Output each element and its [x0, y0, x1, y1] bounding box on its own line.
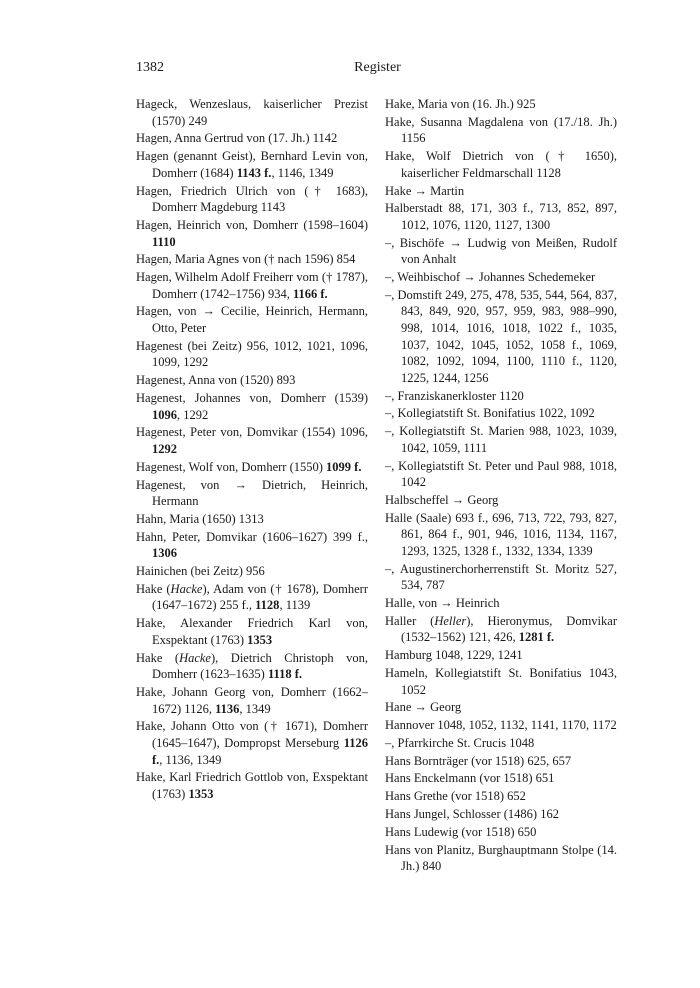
bold-page-ref: 1353 — [188, 786, 214, 801]
index-entry: Hagenest (bei Zeitz) 956, 1012, 1021, 1096, 1099, 1292 — [136, 338, 368, 370]
bold-page-ref: 1143 f. — [236, 165, 272, 180]
index-entry: Hagen, Maria Agnes von († nach 1596) 854 — [136, 252, 356, 267]
bold-page-ref: 1281 f. — [518, 630, 555, 645]
index-entry: Hane → Georg — [385, 700, 462, 715]
variant-name: Hacke — [179, 650, 211, 665]
index-entry: Hake, Wolf Dietrich von († 1650), kaiserlicher Feldmarschall 1128 — [385, 149, 617, 180]
index-entry: Hake, Johann Otto von († 1671), Domherr (1645–1647), Dompropst Merseburg 1126 f., 1136, 1349 — [136, 719, 368, 767]
index-entry: Haller (Heller), Hieronymus, Domvikar (1532–1562) 121, 426, 1281 f. — [385, 613, 617, 645]
index-entry: Hagen, Anna Gertrud von (17. Jh.) 1142 — [136, 131, 338, 146]
index-entry: –, Pfarrkirche St. Crucis 1048 — [385, 735, 535, 750]
index-entry: Hans Grethe (vor 1518) 652 — [385, 789, 526, 804]
index-entry: Hagen, von → Cecilie, Heinrich, Hermann, Otto, Peter — [136, 304, 368, 336]
index-entry: Hahn, Maria (1650) 1313 — [136, 511, 264, 526]
index-entry: Hagenest, Wolf von, Domherr (1550) 1099 f. — [136, 459, 362, 474]
bold-page-ref: 1118 f. — [267, 667, 302, 682]
index-entry: Halle (Saale) 693 f., 696, 713, 722, 793, 827, 861, 864 f., 901, 946, 1016, 1134, 1167, 1293, 1325, 1328 f., 1332, 1334, 1339 — [385, 510, 617, 558]
index-entry: Halle, von → Heinrich — [385, 596, 500, 611]
bold-page-ref: 1126 f. — [152, 735, 368, 767]
index-entry: Hake, Johann Georg von, Domherr (1662–1672) 1126, 1136, 1349 — [136, 684, 368, 716]
index-entry: –, Augustinerchorherrenstift St. Moritz 527, 534, 787 — [385, 561, 617, 593]
index-entry: Hans Jungel, Schlosser (1486) 162 — [385, 807, 559, 822]
index-entry: Hans von Planitz, Burghauptmann Stolpe (14. Jh.) 840 — [385, 842, 617, 874]
index-entry: Hagen, Wilhelm Adolf Freiherr vom († 1787), Domherr (1742–1756) 934, 1166 f. — [136, 270, 368, 301]
index-entry: –, Kollegiatstift St. Bonifatius 1022, 1092 — [385, 406, 595, 421]
index-entry: –, Domstift 249, 275, 478, 535, 544, 564, 837, 843, 849, 920, 957, 959, 983, 988–990, 998, 1014, 1016, 1018, 1022 f., 1035, 1037, 1042, 1045, 1052, 1058 f., 1069, 1082, 1092, 1094, 1100, 1110 f., 1120, 1225, 1244, 1256 — [385, 287, 617, 385]
index-entry: Hans Enckelmann (vor 1518) 651 — [385, 771, 555, 786]
index-column-right — [385, 96, 617, 876]
variant-name: Hacke — [170, 581, 203, 596]
index-entry: –, Franziskanerkloster 1120 — [385, 388, 524, 403]
page-number: 1382 — [136, 60, 164, 75]
index-entry: Hagenest, von → Dietrich, Heinrich, Hermann — [136, 477, 368, 509]
index-entry: –, Kollegiatstift St. Peter und Paul 988, 1018, 1042 — [385, 458, 617, 490]
index-entry: Hagenest, Anna von (1520) 893 — [136, 373, 296, 388]
index-entry: Hake (Hacke), Dietrich Christoph von, Domherr (1623–1635) 1118 f. — [136, 650, 368, 682]
bold-page-ref: 1353 — [247, 632, 273, 647]
index-entry: Hagenest, Johannes von, Domherr (1539) 1096, 1292 — [136, 390, 368, 422]
running-head: Register — [354, 60, 401, 75]
bold-page-ref: 1099 f. — [326, 459, 362, 474]
index-entry: Hahn, Peter, Domvikar (1606–1627) 399 f., 1306 — [136, 529, 368, 561]
bold-page-ref: 1110 — [152, 234, 176, 249]
index-entry: Hannover 1048, 1052, 1132, 1141, 1170, 1172 — [385, 718, 617, 733]
bold-page-ref: 1096 — [152, 407, 177, 422]
bold-page-ref: 1136 — [215, 701, 240, 716]
index-entry: Hans Bornträger (vor 1518) 625, 657 — [385, 753, 572, 768]
index-entry: Hake, Karl Friedrich Gottlob von, Exspektant (1763) 1353 — [136, 770, 368, 801]
index-entry: Hake → Martin — [385, 183, 465, 198]
index-entry: Hagenest, Peter von, Domvikar (1554) 1096, 1292 — [136, 425, 368, 456]
index-entry: Hagen, Heinrich von, Domherr (1598–1604) 1110 — [136, 217, 368, 249]
index-entry: –, Weihbischof → Johannes Schedemeker — [385, 270, 596, 285]
index-entry: Hake, Susanna Magdalena von (17./18. Jh.) 1156 — [385, 114, 617, 146]
index-entry: –, Bischöfe → Ludwig von Meißen, Rudolf von Anhalt — [385, 235, 617, 267]
index-entry: Halbscheffel → Georg — [385, 492, 499, 507]
index-entry: Hamburg 1048, 1229, 1241 — [385, 648, 523, 663]
index-entry: Hans Ludewig (vor 1518) 650 — [385, 824, 537, 839]
index-entry: Hake, Alexander Friedrich Karl von, Exspektant (1763) 1353 — [136, 616, 368, 647]
index-entry: Hake, Maria von (16. Jh.) 925 — [385, 97, 536, 111]
bold-page-ref: 1292 — [152, 441, 177, 456]
bold-page-ref: 1306 — [152, 546, 177, 561]
index-entry: Hameln, Kollegiatstift St. Bonifatius 1043, 1052 — [385, 665, 617, 697]
index-entry: Hake (Hacke), Adam von († 1678), Domherr (1647–1672) 255 f., 1128, 1139 — [136, 581, 368, 613]
page-header — [136, 60, 619, 80]
index-entry: Hagen, Friedrich Ulrich von († 1683), Domherr Magdeburg 1143 — [136, 183, 368, 215]
bold-page-ref: 1166 f. — [292, 286, 328, 301]
variant-name: Heller — [434, 613, 467, 628]
index-entry: Hainichen (bei Zeitz) 956 — [136, 564, 265, 579]
index-entry: Hagen (genannt Geist), Bernhard Levin von, Domherr (1684) 1143 f., 1146, 1349 — [136, 149, 368, 180]
index-entry: Halberstadt 88, 171, 303 f., 713, 852, 897, 1012, 1076, 1120, 1127, 1300 — [385, 201, 617, 232]
index-column-left — [136, 96, 368, 804]
bold-page-ref: 1128 — [255, 598, 280, 613]
index-entry: Hageck, Wenzeslaus, kaiserlicher Prezist (1570) 249 — [136, 97, 368, 128]
index-entry: –, Kollegiatstift St. Marien 988, 1023, 1039, 1042, 1059, 1111 — [385, 424, 617, 455]
